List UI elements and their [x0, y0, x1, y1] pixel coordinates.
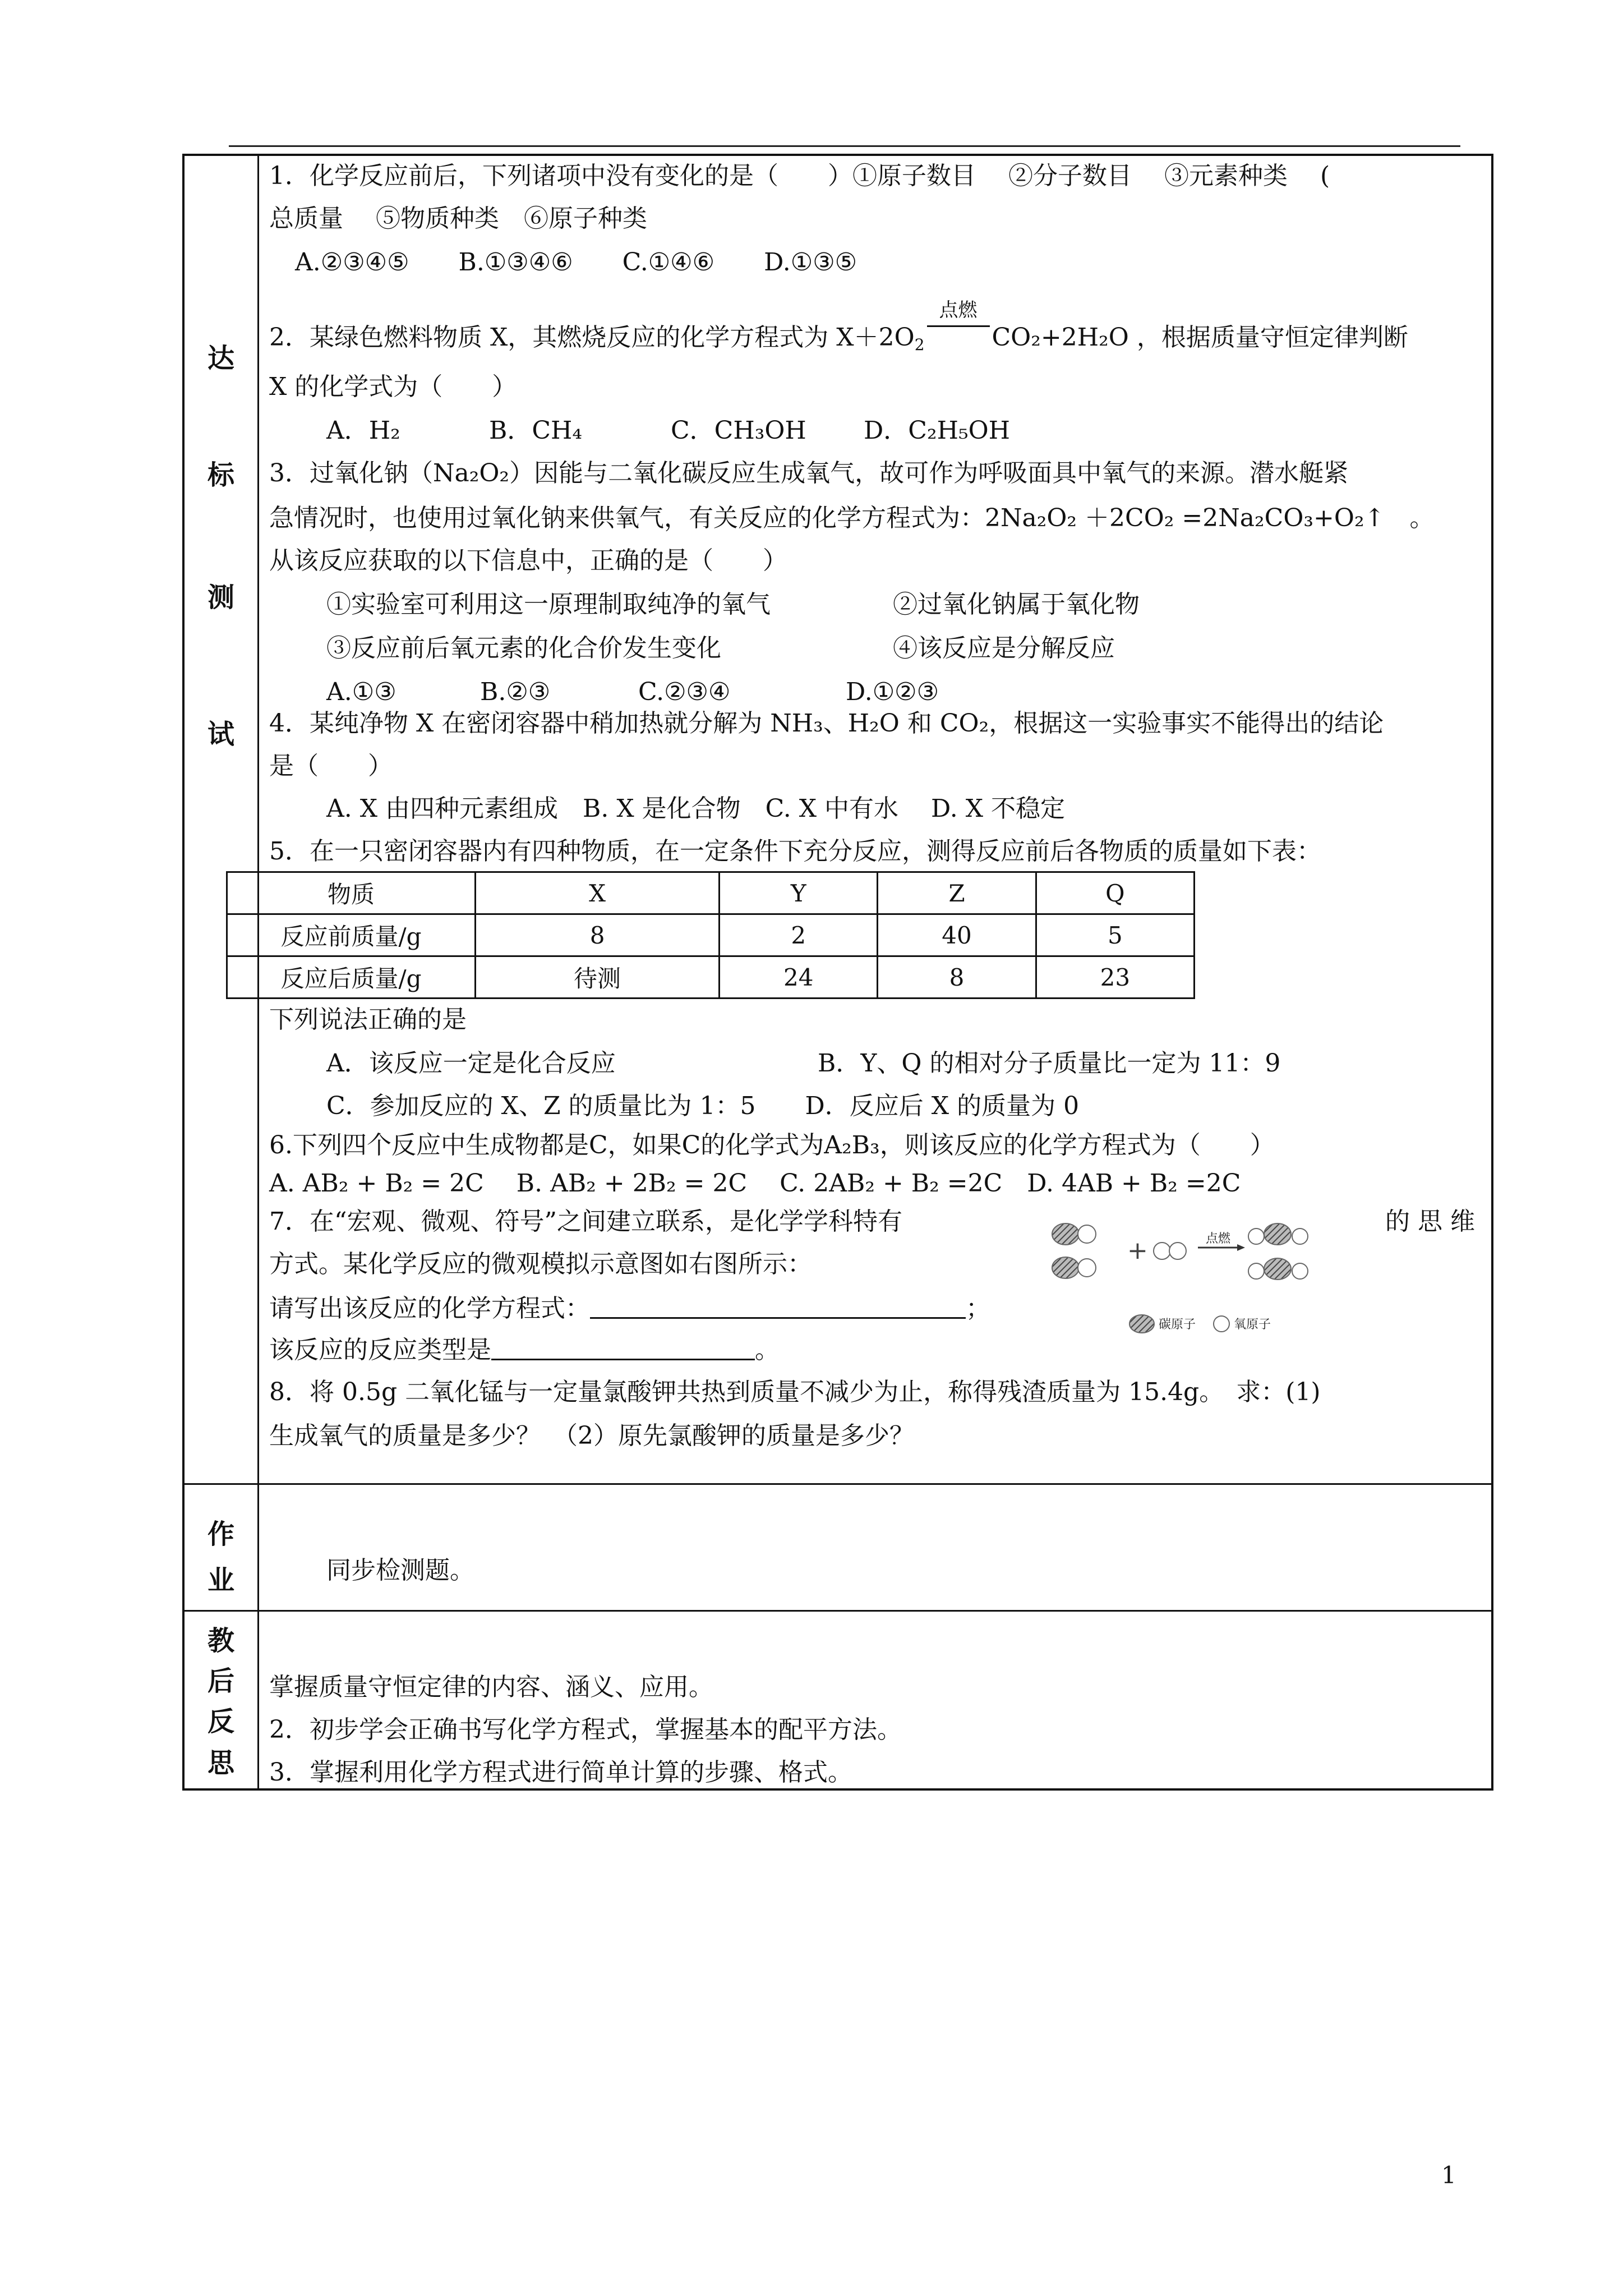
q1-line2: 总质量 ⑤物质种类 ⑥原子种类 — [269, 204, 647, 233]
q3-option-d: D.①②③ — [846, 678, 939, 706]
equation-blank[interactable] — [590, 1295, 966, 1319]
q2-option-d: D．C₂H₅OH — [864, 416, 1011, 445]
row-divider-2 — [185, 1610, 1491, 1612]
table-cell: 23 — [1036, 956, 1194, 999]
q7-line4: 该反应的反应类型是 。 — [269, 1336, 780, 1364]
table-header-cell: X — [476, 872, 720, 914]
reflection-line-3: 3．掌握利用化学方程式进行简单计算的步骤、格式。 — [269, 1758, 852, 1787]
lesson-table: 达 标 测 试 作 业 教 后 反 思 — [182, 154, 1493, 1791]
reaction-diagram — [1043, 1212, 1380, 1346]
q4-options: A. X 由四种元素组成 B. X 是化合物 C. X 中有水 D. X 不稳定 — [326, 794, 1066, 823]
q5-options-cd: C．参加反应的 X、Z 的质量比为 1：5 D．反应后 X 的质量为 0 — [326, 1092, 1080, 1120]
q3-statement-4: ④该反应是分解反应 — [893, 634, 1115, 662]
q7-line3: 请写出该反应的化学方程式： ； — [269, 1294, 990, 1323]
legend-carbon-label: 碳原子 — [1159, 1318, 1196, 1332]
q3-line2: 急情况时，也使用过氧化钠来供氧气，有关反应的化学方程式为：2Na₂O₂ ＋2CO₂ =2Na₂CO₃+O₂↑ 。 — [269, 504, 1435, 532]
table-cell: 反应后质量/g — [227, 956, 476, 999]
product-co2-molecule-1 — [1248, 1223, 1308, 1245]
q5-intro: 5．在一只密闭容器内有四种物质，在一定条件下充分反应，测得反应前后各物质的质量如下表： — [269, 837, 1321, 866]
table-cell: 8 — [878, 956, 1036, 999]
q8-line2: 生成氧气的质量是多少？ （2）原先氯酸钾的质量是多少？ — [269, 1421, 914, 1450]
table-header-cell: Y — [720, 872, 878, 914]
reaction-condition: 点燃 — [925, 321, 992, 346]
homework-text: 同步检测题。 — [326, 1556, 474, 1585]
q5-option-b: B．Y、Q 的相对分子质量比一定为 11：9 — [818, 1049, 1281, 1078]
table-cell: 40 — [878, 914, 1036, 956]
diagram-condition: 点燃 — [1205, 1232, 1231, 1246]
q5-option-a: A．该反应一定是化合反应 — [326, 1049, 616, 1078]
table-cell: 8 — [476, 914, 720, 956]
reflection-line-1: 掌握质量守恒定律的内容、涵义、应用。 — [269, 1673, 713, 1701]
table-header-cell: Q — [1036, 872, 1194, 914]
table-cell: 24 — [720, 956, 878, 999]
product-co2-molecule-2 — [1248, 1258, 1308, 1280]
q6-line1: 6.下列四个反应中生成物都是C，如果C的化学式为A₂B₃，则该反应的化学方程式为（ ） — [269, 1131, 1275, 1159]
row-divider-1 — [185, 1483, 1491, 1485]
q8-line1: 8．将 0.5g 二氧化锰与一定量氯酸钾共热到质量不减少为止，称得残渣质量为 15.4g。 求：(1) — [269, 1378, 1321, 1406]
table-row — [227, 914, 1195, 956]
q2-option-c: C．CH₃OH — [671, 416, 806, 445]
q2-option-a: A．H₂ — [326, 416, 400, 445]
table-row — [227, 956, 1195, 999]
q2-line1: 2．某绿色燃料物质 X，其燃烧反应的化学方程式为 $X+2O_2$ 点燃 CO₂+2H₂O ，根据质量守恒定律判断 — [269, 299, 1408, 354]
reflection-line-2: 2．初步学会正确书写化学方程式，掌握基本的配平方法。 — [269, 1715, 902, 1744]
q2-option-b: B．CH₄ — [489, 416, 583, 445]
q4-line2: 是（ ） — [269, 752, 393, 780]
q3-line3: 从该反应获取的以下信息中，正确的是（ ） — [269, 546, 787, 575]
reactant-o2-molecule — [1154, 1243, 1186, 1259]
mass-table — [226, 871, 1195, 999]
q5-after: 下列说法正确的是 — [269, 1005, 467, 1034]
reactant-co-molecule-2 — [1052, 1257, 1096, 1278]
q4-line1: 4．某纯净物 X 在密闭容器中稍加热就分解为 NH₃、H₂O 和 CO₂，根据这一实验事实不能得出的结论 — [269, 709, 1384, 738]
q3-line1: 3．过氧化钠（Na₂O₂）因能与二氧化碳反应生成氧气，故可作为呼吸面具中氧气的来源。潜水艇紧 — [269, 459, 1349, 487]
table-cell: 2 — [720, 914, 878, 956]
reactant-co-molecule-1 — [1052, 1223, 1096, 1245]
table-header-cell: Z — [878, 872, 1036, 914]
q7-line2: 方式。某化学反应的微观模拟示意图如右图所示： — [269, 1250, 812, 1278]
table-cell: 5 — [1036, 914, 1194, 956]
table-cell: 待测 — [476, 956, 720, 999]
table-header-cell: 物质 — [227, 872, 476, 914]
reaction-type-blank[interactable] — [491, 1336, 755, 1360]
q3-option-c: C.②③④ — [638, 678, 731, 706]
q2-line2: X 的化学式为（ ） — [269, 372, 517, 401]
q3-statement-3: ③反应前后氧元素的化合价发生变化 — [326, 634, 721, 662]
q3-option-b: B.②③ — [480, 678, 551, 706]
header-rule — [229, 145, 1460, 147]
q1-line1: 1．化学反应前后，下列诸项中没有变化的是（ ）①原子数目 ②分子数目 ③元素种类 ( — [269, 162, 1330, 190]
q7-line1: 7．在“宏观、微观、符号”之间建立联系，是化学学科特有 — [269, 1207, 902, 1236]
legend-oxygen-label: 氧原子 — [1234, 1318, 1271, 1332]
q3-option-a: A.①③ — [326, 678, 396, 706]
table-cell: 反应前质量/g — [227, 914, 476, 956]
legend-carbon-icon — [1129, 1315, 1154, 1333]
legend-oxygen-icon — [1214, 1316, 1229, 1332]
q1-options: A.②③④⑤ B.①③④⑥ C.①④⑥ D.①③⑤ — [295, 248, 857, 277]
plus-sign: + — [1127, 1236, 1148, 1265]
q6-options: A. AB₂ + B₂ = 2C B. AB₂ + 2B₂ = 2C C. 2AB₂ + B₂ =2C D. 4AB + B₂ =2C — [269, 1169, 1241, 1198]
page-number: 1 — [1441, 2161, 1456, 2189]
q3-statement-2: ②过氧化钠属于氧化物 — [893, 590, 1140, 619]
q7-line1-end: 的 思 维 — [1385, 1207, 1475, 1236]
table-row — [227, 872, 1195, 914]
q3-statement-1: ①实验室可利用这一原理制取纯净的氧气 — [326, 590, 771, 619]
